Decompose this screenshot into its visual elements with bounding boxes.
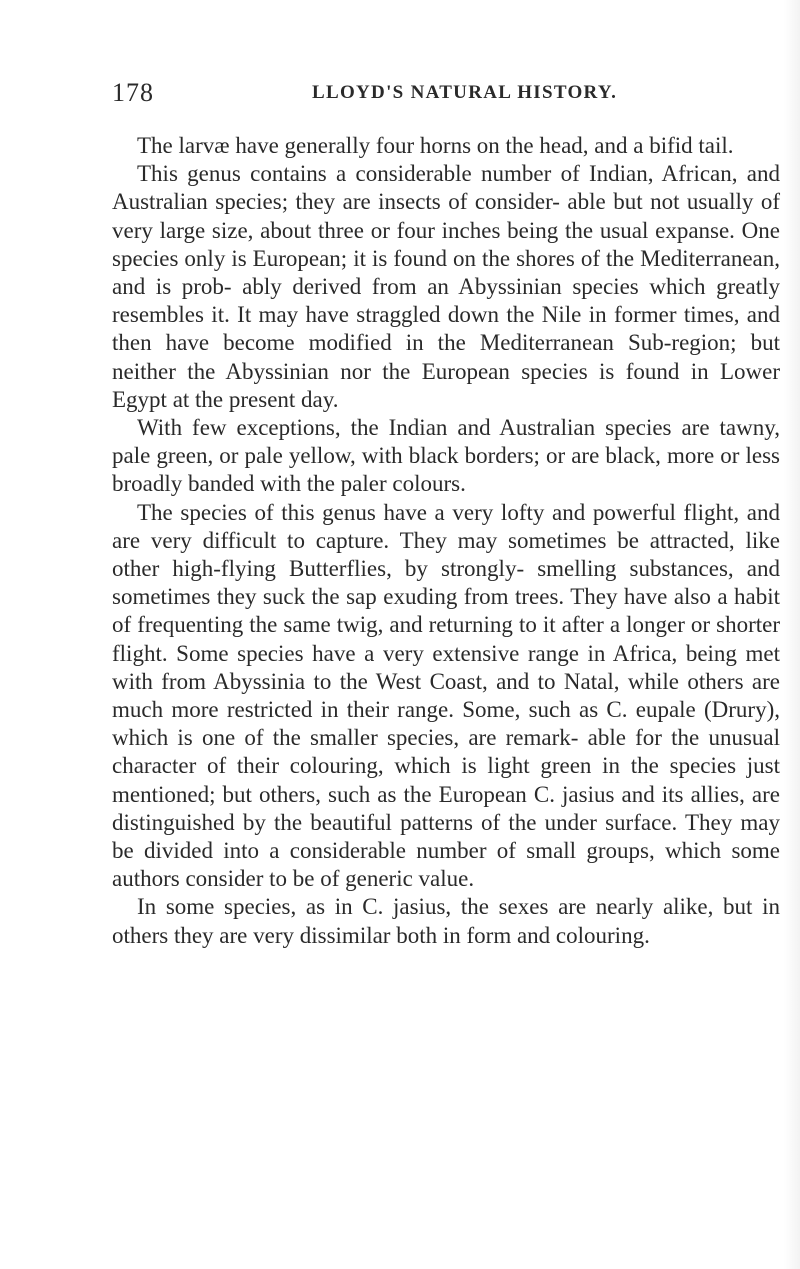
paragraph-colouring: With few exceptions, the Indian and Australian species are tawny, pale green, or pale yellow, with black borders; or are black, more or less broadly banded with the paler colours. bbox=[112, 415, 780, 497]
body-text bbox=[112, 132, 780, 950]
paragraph-flight-habits: The species of this genus have a very lofty and powerful flight, and are very difficult to capture. They may sometimes be attracted, like other high-flying Butterflies, by strongly- smelling substances, and sometimes they suck the sap exuding from trees. They have also a habit of frequenting the same twig, and returning to it after a longer or shorter flight. Some species have a very extensive range in Africa, being met with from Abyssinia to the West Coast, and to Natal, while others are much more restricted in their range. Some, such as C. eupale (Drury), which is one of the smaller species, are remark- able for the unusual character of their colouring, which is light green in the species just mentioned; but others, such as the European C. jasius and its allies, are distinguished by the beautiful patterns of the under surface. They may be divided into a considerable number of small groups, which some authors consider to be of generic value. bbox=[112, 499, 780, 892]
page-header bbox=[112, 78, 728, 110]
paragraph-genus-range: This genus contains a considerable number of Indian, African, and Australian species; they are insects of consider- able but not usually of very large size, about three or four inches being the usual expanse. One species only is European; it is found on the shores of the Mediterranean, and is prob- ably derived from an Abyssinian species which greatly resembles it. It may have straggled down the Nile in former times, and then have become modified in the Mediterranean Sub-region; but neither the Abyssinian nor the European species is found in Lower Egypt at the present day. bbox=[112, 161, 780, 412]
page-edge-shadow bbox=[784, 0, 800, 1269]
page-number: 178 bbox=[112, 78, 154, 107]
paragraph-sexes: In some species, as in C. jasius, the sexes are nearly alike, but in others they are very dissimilar both in form and colouring. bbox=[112, 894, 780, 948]
running-head: LLOYD'S NATURAL HISTORY. bbox=[312, 82, 618, 103]
paragraph-larvae: The larvæ have generally four horns on the head, and a bifid tail. bbox=[137, 133, 734, 158]
